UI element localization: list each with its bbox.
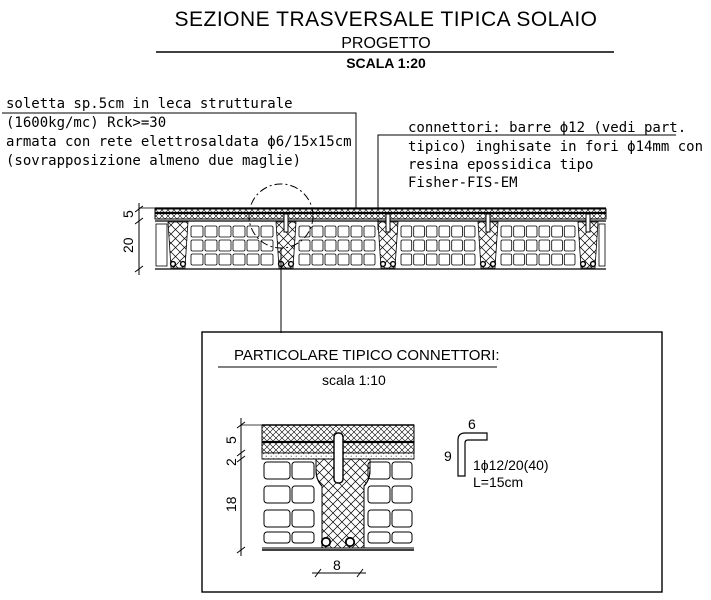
section-block-cell <box>205 226 217 237</box>
section-block-cell <box>299 254 310 265</box>
section-block-cell <box>426 254 437 265</box>
section-block-cell <box>299 226 310 237</box>
detail-connector-bar <box>334 433 343 483</box>
section-block-cell <box>191 226 203 237</box>
connettori-note-line-2: tipico) inghisate in fori ϕ14mm con <box>408 139 704 155</box>
section-block-cell <box>514 226 525 237</box>
section-block-cell <box>552 240 563 251</box>
section-block-cell <box>539 240 550 251</box>
detail-bar-side-dim: 9 <box>444 448 452 464</box>
section-block-cell <box>351 240 362 251</box>
section-rebar <box>481 262 486 267</box>
section-block-cell <box>247 240 259 251</box>
section-block-cell <box>364 254 375 265</box>
drawing-subtitle: PROGETTO <box>341 35 431 52</box>
section-ribs <box>168 222 598 268</box>
section-block-cell <box>205 254 217 265</box>
detail-block-cell <box>368 486 390 503</box>
detail-bar-length: L=15cm <box>473 474 524 490</box>
section-block-cell <box>501 240 512 251</box>
connector-detail <box>202 332 662 592</box>
detail-dim-slab: 5 <box>223 436 239 444</box>
section-block-cell <box>312 254 323 265</box>
drawing-title: SEZIONE TRASVERSALE TIPICA SOLAIO <box>174 8 598 31</box>
section-rebar <box>171 262 176 267</box>
section-block-cell <box>312 240 323 251</box>
section-block-cell <box>325 254 336 265</box>
detail-bar-top-dim: 6 <box>468 416 476 432</box>
section-block-cell <box>464 240 475 251</box>
section-block-cell <box>364 226 375 237</box>
section-connector-bar <box>486 214 490 232</box>
section-block-cell <box>338 226 349 237</box>
section-block-cell <box>299 240 310 251</box>
section-block-cell <box>539 254 550 265</box>
section-block-cell <box>526 254 537 265</box>
section-rebar <box>381 262 386 267</box>
section-block-cell <box>261 254 273 265</box>
soletta-note-line-4: (sovrapposizione almeno due maglie) <box>6 153 302 169</box>
detail-scale: scala 1:10 <box>322 372 386 388</box>
section-block-cell <box>439 254 450 265</box>
detail-block-cell <box>264 462 290 479</box>
section-block-cell <box>414 226 425 237</box>
detail-dim-gap: 2 <box>223 458 239 466</box>
floor-cross-section <box>120 184 606 333</box>
section-rebar <box>581 262 586 267</box>
section-block-cell <box>514 240 525 251</box>
section-block-cell <box>464 254 475 265</box>
section-block-cell <box>191 240 203 251</box>
section-block-cell <box>552 254 563 265</box>
section-block-cell <box>564 240 575 251</box>
section-block-cell <box>191 254 203 265</box>
soletta-note-line-3: armata con rete elettrosaldata ϕ6/15x15cm <box>6 134 352 150</box>
section-block-cell <box>351 226 362 237</box>
section-block-cell <box>452 226 463 237</box>
detail-block-cell <box>292 462 314 479</box>
section-block-cell <box>401 226 412 237</box>
section-block-cell <box>526 240 537 251</box>
section-dim-floor: 20 <box>120 237 136 253</box>
section-rebar <box>391 262 396 267</box>
section-rebar <box>491 262 496 267</box>
section-block-cell <box>552 226 563 237</box>
section-block-cell <box>261 240 273 251</box>
section-block-cell <box>219 240 231 251</box>
section-block-cell <box>564 254 575 265</box>
section-block-cell <box>401 240 412 251</box>
section-connector-bar <box>284 214 288 232</box>
section-dim-slab: 5 <box>120 210 136 218</box>
section-block-cell <box>464 226 475 237</box>
detail-block-cell <box>392 532 412 543</box>
section-block-cell <box>539 226 550 237</box>
section-block-cell <box>233 254 245 265</box>
section-block-cell <box>219 226 231 237</box>
section-block-cell <box>233 240 245 251</box>
section-block-cell <box>401 254 412 265</box>
detail-block-cell <box>368 532 390 543</box>
section-rib <box>168 222 188 268</box>
section-block-cell <box>247 254 259 265</box>
section-block-cell <box>338 240 349 251</box>
section-rebar <box>289 262 294 267</box>
section-block-cell <box>452 254 463 265</box>
section-block-cell <box>261 226 273 237</box>
section-block-edge <box>599 224 605 266</box>
section-block-edge <box>156 224 167 266</box>
section-connector-bar <box>586 214 590 232</box>
section-block-cell <box>501 226 512 237</box>
section-block-cell <box>526 226 537 237</box>
connettori-note-line-3: resina epossidica tipo <box>408 157 594 173</box>
section-block-cell <box>564 226 575 237</box>
detail-block-cell <box>368 462 390 479</box>
section-block-cell <box>205 240 217 251</box>
detail-rebar-right <box>346 538 354 546</box>
detail-block-cell <box>292 510 314 527</box>
section-block-cell <box>439 226 450 237</box>
detail-bar-spec: 1ϕ12/20(40) <box>473 457 549 473</box>
soletta-note-line-2: (1600kg/mc) Rck>=30 <box>6 115 167 131</box>
section-block-cell <box>414 254 425 265</box>
detail-dim-block: 18 <box>223 496 239 512</box>
detail-rebar-left <box>322 538 330 546</box>
detail-block-cell <box>392 486 412 503</box>
section-block-cell <box>338 254 349 265</box>
section-block-cell <box>501 254 512 265</box>
section-rebar <box>181 262 186 267</box>
detail-block-cell <box>368 510 390 527</box>
section-rebar <box>591 262 596 267</box>
section-block-cell <box>426 240 437 251</box>
soletta-note <box>2 96 356 210</box>
connettori-note-line-1: connettori: barre ϕ12 (vedi part. <box>408 120 687 136</box>
section-connector-bar <box>386 214 390 232</box>
soletta-note-line-1: soletta sp.5cm in leca strutturale <box>6 96 293 112</box>
section-block-cell <box>514 254 525 265</box>
detail-block-cell <box>392 462 412 479</box>
section-block-cell <box>452 240 463 251</box>
section-block-cell <box>219 254 231 265</box>
section-block-cell <box>325 226 336 237</box>
detail-block-cell <box>264 532 290 543</box>
detail-block-cell <box>264 486 290 503</box>
detail-block-cell <box>264 510 290 527</box>
detail-title: PARTICOLARE TIPICO CONNETTORI: <box>234 347 500 364</box>
detail-block-cell <box>292 532 314 543</box>
connettori-note-line-4: Fisher-FIS-EM <box>408 175 518 191</box>
section-block-cell <box>414 240 425 251</box>
section-block-cell <box>351 254 362 265</box>
detail-block-cell <box>392 510 412 527</box>
section-block-cell <box>233 226 245 237</box>
section-block-cell <box>439 240 450 251</box>
section-block-cell <box>364 240 375 251</box>
drawing-scale: SCALA 1:20 <box>346 55 426 71</box>
section-block-cell <box>325 240 336 251</box>
section-block-cell <box>426 226 437 237</box>
detail-dim-rib-width: 8 <box>333 557 341 573</box>
section-block-cell <box>312 226 323 237</box>
detail-block-cell <box>292 486 314 503</box>
